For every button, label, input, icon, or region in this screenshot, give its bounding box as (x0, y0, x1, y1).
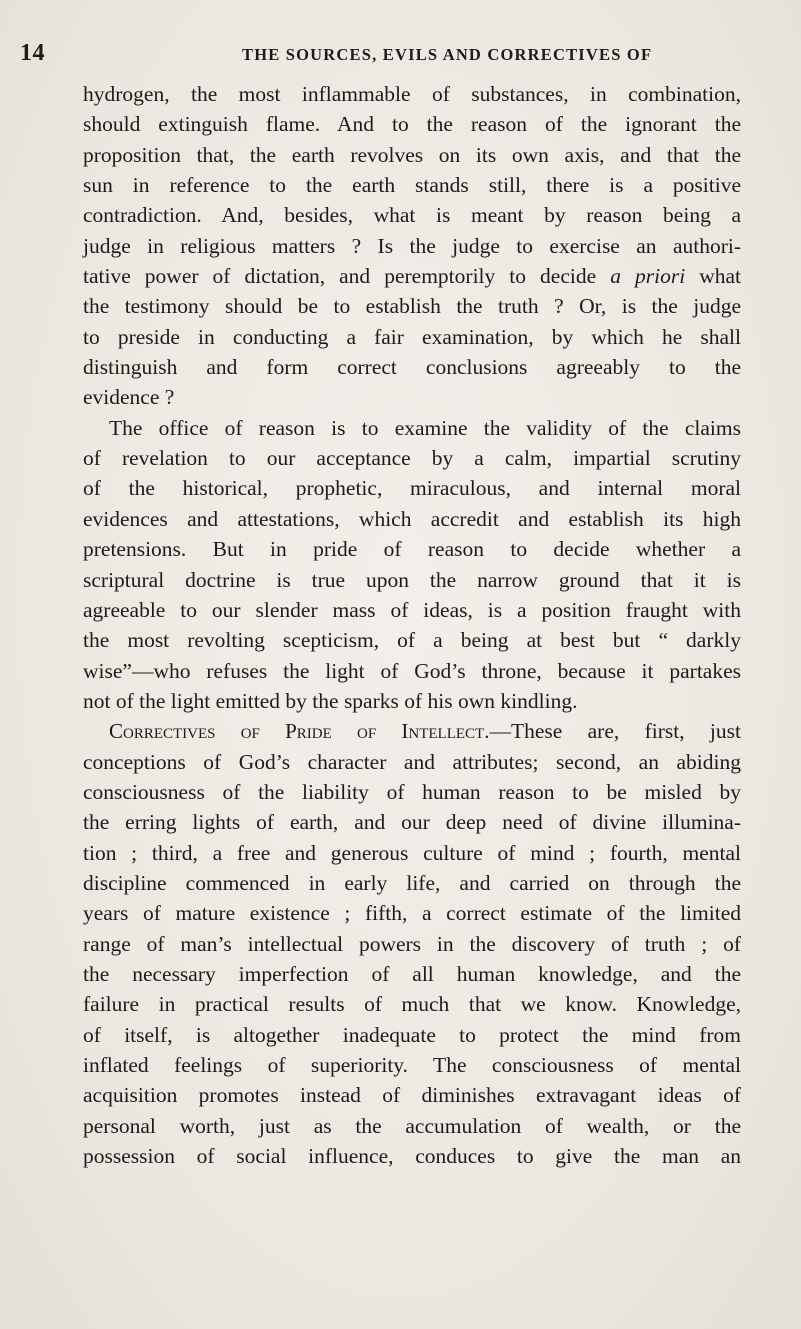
text-line: the testimony should be to establish the truth ? Or, is the judge (83, 294, 741, 319)
paragraph-first-line (83, 716, 741, 746)
text-line: years of mature existence ; fifth, a correct estimate of the limited (83, 901, 741, 926)
text-segment: tative power of dictation, and peremptorily to decide (83, 264, 597, 289)
page-header (20, 40, 780, 70)
text-line: failure in practical results of much that we know. Knowledge, (83, 992, 741, 1017)
page-number: 14 (20, 40, 45, 66)
text-line: discipline commenced in early life, and carried on through the (83, 870, 741, 895)
italic-phrase: a priori (610, 264, 686, 289)
text-line: acquisition promotes instead of diminishes extravagant ideas of (83, 1083, 741, 1108)
text-line: consciousness of the liability of human reason to be misled by (83, 779, 741, 804)
text-line: not of the light emitted by the sparks of his own kindling. (83, 688, 578, 713)
paragraph-first-line: The office of reason is to examine the validity of the claims (109, 415, 741, 440)
text-line: the most revolting scepticism, of a being at best but “ darkly (83, 628, 741, 653)
text-line: hydrogen, the most inflammable of substances, in combination, (83, 82, 741, 106)
text-line: the necessary imperfection of all human knowledge, and the (83, 961, 741, 986)
text-line: evidence ? (83, 385, 175, 410)
text-line: conceptions of God’s character and attributes; second, an abiding (83, 749, 741, 774)
text-line: range of man’s intellectual powers in the discovery of truth ; of (83, 931, 741, 956)
running-head: THE SOURCES, EVILS AND CORRECTIVES OF (242, 45, 653, 64)
text-line: agreeable to our slender mass of ideas, is a position fraught with (83, 597, 741, 622)
text-line: contradiction. And, besides, what is meant by reason being a (83, 203, 741, 228)
text-line: personal worth, just as the accumulation of wealth, or the (83, 1113, 741, 1138)
text-line (83, 261, 741, 291)
text-line: inflated feelings of superiority. The consciousness of mental (83, 1053, 741, 1077)
text-line: the erring lights of earth, and our deep need of divine illumina- (83, 810, 741, 835)
text-line: pretensions. But in pride of reason to decide whether a (83, 537, 741, 562)
text-line: of the historical, prophetic, miraculous, and internal moral (83, 476, 741, 501)
text-line: tion ; third, a free and generous culture of mind ; fourth, mental (83, 840, 741, 865)
text-segment: —These are, first, just (489, 719, 741, 744)
text-line: scriptural doctrine is true upon the narrow ground that it is (83, 567, 741, 592)
text-line: possession of social influence, conduces to give the man an (83, 1144, 741, 1169)
text-line: judge in religious matters ? Is the judge to exercise an authori- (83, 233, 741, 258)
text-line: distinguish and form correct conclusions agreeably to the (83, 355, 741, 380)
text-line: of revelation to our acceptance by a calm, impartial scrutiny (83, 446, 741, 471)
text-line: of itself, is altogether inadequate to protect the mind from (83, 1022, 741, 1047)
body-text (83, 79, 741, 1171)
text-line: should extinguish flame. And to the reason of the ignorant the (83, 112, 741, 137)
text-line: sun in reference to the earth stands still, there is a positive (83, 173, 741, 198)
text-segment: what (699, 264, 742, 289)
text-line: to preside in conducting a fair examination, by which he shall (83, 324, 741, 349)
text-line: evidences and attestations, which accredit and establish its high (83, 506, 741, 531)
text-line: proposition that, the earth revolves on its own axis, and that the (83, 142, 741, 167)
section-heading: Correctives of Pride of Intellect. (109, 719, 490, 744)
text-line: wise”—who refuses the light of God’s throne, because it partakes (83, 658, 741, 683)
